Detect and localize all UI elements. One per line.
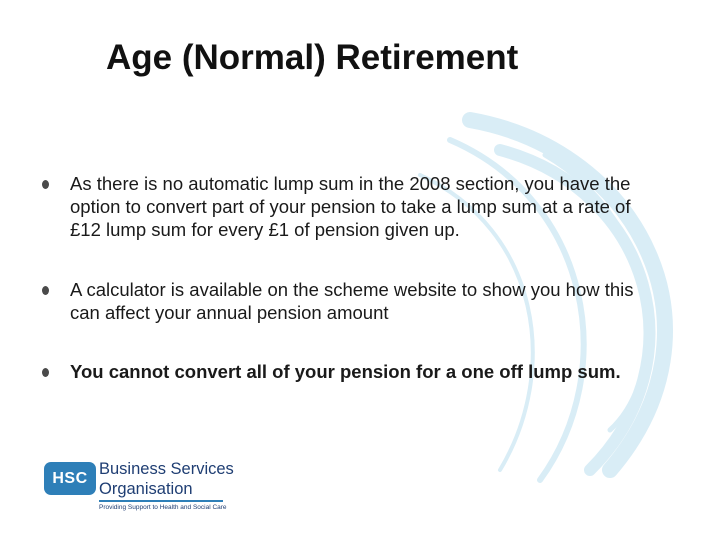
bullet-dot-icon xyxy=(42,180,49,189)
logo-org-name-line1: Business Services xyxy=(99,460,234,478)
bullet-line: As there is no automatic lump sum in the 2008 section, you have the xyxy=(70,173,631,194)
bullet-line: £12 lump sum for every £1 of pension given up. xyxy=(70,219,460,240)
bullet-line: option to convert part of your pension to take a lump sum at a rate of xyxy=(70,196,631,217)
bullet-line: A calculator is available on the scheme website to show you how this xyxy=(70,279,634,300)
bullet-line: can affect your annual pension amount xyxy=(70,302,389,323)
hsc-badge xyxy=(44,462,96,495)
logo-tagline: Providing Support to Health and Social Care xyxy=(99,504,227,511)
bullet-dot-icon xyxy=(42,286,49,295)
hsc-bso-logo xyxy=(44,459,234,515)
bullet-line: You cannot convert all of your pension for a one off lump sum. xyxy=(70,361,621,382)
bullet-text xyxy=(70,172,690,241)
logo-org-name-line2: Organisation xyxy=(99,480,193,498)
slide-title: Age (Normal) Retirement xyxy=(106,38,519,77)
hsc-badge-text: HSC xyxy=(52,470,88,487)
bullet-text xyxy=(70,360,690,383)
bullet-dot-icon xyxy=(42,368,49,377)
logo-divider xyxy=(99,500,223,502)
bullet-text xyxy=(70,278,690,324)
